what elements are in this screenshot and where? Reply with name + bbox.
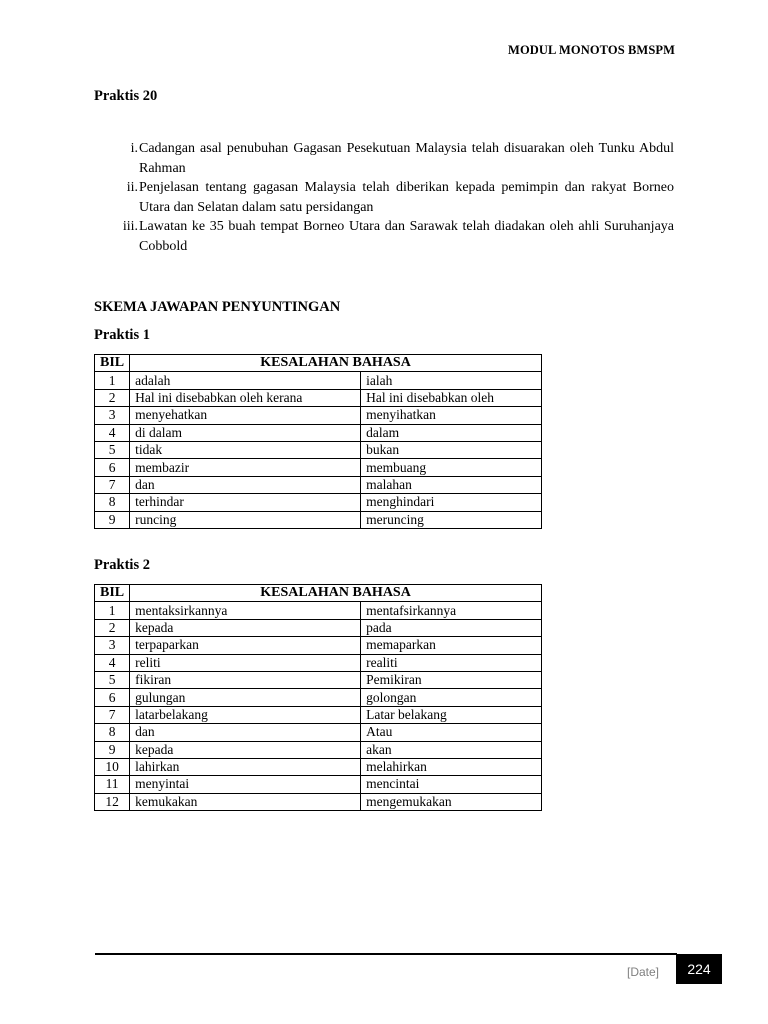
list-text: Cadangan asal penubuhan Gagasan Pesekutuan Malaysia telah disuarakan oleh Tunku Abdul Rahman <box>139 141 674 176</box>
footer-divider <box>95 953 677 955</box>
column-header-bil: BIL <box>95 585 130 602</box>
incorrect-word: kepada <box>130 619 361 636</box>
row-number: 4 <box>95 424 130 441</box>
list-number: ii. <box>126 180 138 195</box>
page-number: 224 <box>687 961 711 977</box>
row-number: 5 <box>95 671 130 688</box>
correct-word: bukan <box>361 441 542 458</box>
incorrect-word: terpaparkan <box>130 637 361 654</box>
praktis20-title: Praktis 20 <box>94 88 158 104</box>
row-number: 1 <box>95 602 130 619</box>
correct-word: memaparkan <box>361 637 542 654</box>
incorrect-word: terhindar <box>130 494 361 511</box>
incorrect-word: dan <box>130 476 361 493</box>
correct-word: meruncing <box>361 511 542 528</box>
table-row <box>95 637 542 654</box>
list-item <box>94 178 674 217</box>
incorrect-word: menyehatkan <box>130 407 361 424</box>
incorrect-word: lahirkan <box>130 758 361 775</box>
row-number: 1 <box>95 372 130 389</box>
footer-date: [Date] <box>627 965 660 979</box>
table-row <box>95 389 542 406</box>
table-row <box>95 689 542 706</box>
incorrect-word: gulungan <box>130 689 361 706</box>
table-row <box>95 671 542 688</box>
column-header-bil: BIL <box>95 355 130 372</box>
table-row <box>95 511 542 528</box>
row-number: 3 <box>95 407 130 424</box>
list-number: iii. <box>122 219 138 234</box>
table-row <box>95 654 542 671</box>
list-item <box>94 217 674 256</box>
table-row <box>95 602 542 619</box>
row-number: 9 <box>95 511 130 528</box>
praktis1-table <box>94 354 542 529</box>
correct-word: malahan <box>361 476 542 493</box>
row-number: 2 <box>95 389 130 406</box>
correct-word: melahirkan <box>361 758 542 775</box>
table-row <box>95 741 542 758</box>
row-number: 2 <box>95 619 130 636</box>
correct-word: Hal ini disebabkan oleh <box>361 389 542 406</box>
table-row <box>95 776 542 793</box>
correct-word: golongan <box>361 689 542 706</box>
praktis2-table <box>94 584 542 811</box>
incorrect-word: runcing <box>130 511 361 528</box>
row-number: 8 <box>95 724 130 741</box>
correct-word: mengemukakan <box>361 793 542 810</box>
table-row <box>95 476 542 493</box>
row-number: 4 <box>95 654 130 671</box>
row-number: 6 <box>95 459 130 476</box>
praktis1-title: Praktis 1 <box>94 327 150 343</box>
row-number: 7 <box>95 476 130 493</box>
row-number: 5 <box>95 441 130 458</box>
table-row <box>95 793 542 810</box>
row-number: 10 <box>95 758 130 775</box>
skema-title: SKEMA JAWAPAN PENYUNTINGAN <box>94 299 341 315</box>
row-number: 3 <box>95 637 130 654</box>
correct-word: akan <box>361 741 542 758</box>
table-header-row <box>95 355 542 372</box>
incorrect-word: kemukakan <box>130 793 361 810</box>
incorrect-word: kepada <box>130 741 361 758</box>
correct-word: Atau <box>361 724 542 741</box>
correct-word: mencintai <box>361 776 542 793</box>
praktis2-title: Praktis 2 <box>94 557 150 573</box>
correct-word: ialah <box>361 372 542 389</box>
table-row <box>95 494 542 511</box>
incorrect-word: latarbelakang <box>130 706 361 723</box>
row-number: 12 <box>95 793 130 810</box>
row-number: 11 <box>95 776 130 793</box>
table-row <box>95 619 542 636</box>
list-item <box>94 139 674 178</box>
table-row <box>95 424 542 441</box>
incorrect-word: mentaksirkannya <box>130 602 361 619</box>
row-number: 8 <box>95 494 130 511</box>
table-row <box>95 459 542 476</box>
correct-word: Pemikiran <box>361 671 542 688</box>
table-row <box>95 441 542 458</box>
incorrect-word: tidak <box>130 441 361 458</box>
row-number: 9 <box>95 741 130 758</box>
incorrect-word: reliti <box>130 654 361 671</box>
correct-word: membuang <box>361 459 542 476</box>
incorrect-word: di dalam <box>130 424 361 441</box>
incorrect-word: dan <box>130 724 361 741</box>
correct-word: menyihatkan <box>361 407 542 424</box>
column-header-kesalahan: KESALAHAN BAHASA <box>130 355 542 372</box>
praktis20-list <box>94 139 674 256</box>
correct-word: Latar belakang <box>361 706 542 723</box>
incorrect-word: fikiran <box>130 671 361 688</box>
table-row <box>95 758 542 775</box>
table-row <box>95 407 542 424</box>
table-row <box>95 706 542 723</box>
page-number-box <box>676 954 722 984</box>
table-header-row <box>95 585 542 602</box>
table-row <box>95 724 542 741</box>
incorrect-word: membazir <box>130 459 361 476</box>
list-text: Lawatan ke 35 buah tempat Borneo Utara dan Sarawak telah diadakan oleh ahli Suruhanjaya Cobbold <box>139 219 674 254</box>
correct-word: pada <box>361 619 542 636</box>
row-number: 7 <box>95 706 130 723</box>
correct-word: dalam <box>361 424 542 441</box>
table-row <box>95 372 542 389</box>
running-header: MODUL MONOTOS BMSPM <box>508 43 675 57</box>
list-number: i. <box>130 141 138 156</box>
row-number: 6 <box>95 689 130 706</box>
incorrect-word: menyintai <box>130 776 361 793</box>
column-header-kesalahan: KESALAHAN BAHASA <box>130 585 542 602</box>
incorrect-word: Hal ini disebabkan oleh kerana <box>130 389 361 406</box>
correct-word: mentafsirkannya <box>361 602 542 619</box>
correct-word: menghindari <box>361 494 542 511</box>
list-text: Penjelasan tentang gagasan Malaysia telah diberikan kepada pemimpin dan rakyat Borneo Utara dan Selatan dalam satu persidangan <box>139 180 674 215</box>
incorrect-word: adalah <box>130 372 361 389</box>
correct-word: realiti <box>361 654 542 671</box>
